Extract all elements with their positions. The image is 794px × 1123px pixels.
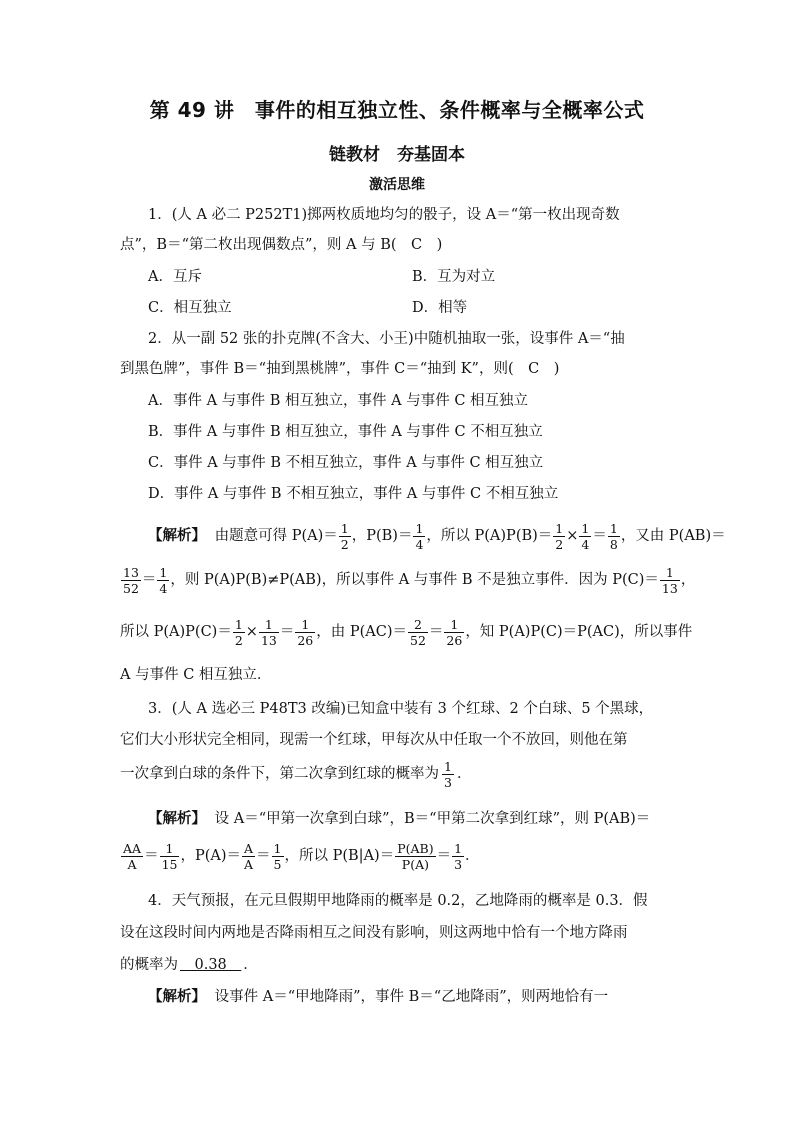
q1-line2: 点”，B＝“第二枚出现偶数点”，则 A 与 B( C ) bbox=[120, 237, 443, 253]
q1-option-a: A．互斥 bbox=[148, 269, 202, 285]
fraction: $\frac{AA}{A}$ bbox=[123, 840, 142, 872]
analysis-tag: 【解析】 bbox=[148, 528, 206, 544]
subsection-heading: 激活思维 bbox=[369, 177, 425, 193]
q1-option-c: C．相互独立 bbox=[148, 300, 232, 316]
section-heading: 链教材 夯基固本 bbox=[329, 145, 465, 165]
fraction: $\frac{P(AB)}{P(A)}$ bbox=[397, 840, 434, 872]
fraction: $\frac{2}{52}$ bbox=[410, 616, 426, 648]
q2-option-d: D．事件 A 与事件 B 不相互独立，事件 A 与事件 C 不相互独立 bbox=[148, 486, 559, 502]
q2-analysis-line2: $\frac{13}{52}$ ＝ $\frac{1}{4}$ ，则 P(A)P(B)≠P(AB)，所以事件 A 与事件 B 不是独立事件．因为 P(C)＝ $\frac{1}{13}$ ， bbox=[123, 564, 696, 596]
fraction: $\frac{1}{4}$ bbox=[581, 520, 590, 552]
q4-line2: 设在这段时间内两地是否降雨相互之间没有影响，则这两地中恰有一个地方降雨 bbox=[120, 925, 628, 941]
q2-option-c: C．事件 A 与事件 B 不相互独立，事件 A 与事件 C 相互独立 bbox=[148, 455, 544, 471]
q4-analysis-line1: 【解析】 设事件 A＝“甲地降雨”，事件 B＝“乙地降雨”，则两地恰有一 bbox=[148, 989, 609, 1005]
fraction: $\frac{1}{4}$ bbox=[415, 520, 424, 552]
q2-line2: 到黑色牌”，事件 B＝“抽到黑桃牌”，事件 C＝“抽到 K”，则( C ) bbox=[120, 361, 560, 377]
q1-line1: 1．(人 A 必二 P252T1)掷两枚质地均匀的骰子，设 A＝“第一枚出现奇数 bbox=[148, 207, 620, 223]
q2-analysis-line4: A 与事件 C 相互独立． bbox=[120, 667, 272, 683]
fraction: $\frac{1}{3}$ bbox=[454, 840, 463, 872]
q2-analysis-line3: 所以 P(A)P(C)＝ $\frac{1}{2}$ × $\frac{1}{13}$ ＝ $\frac{1}{26}$ ，由 P(AC)＝ $\frac{2}{52}$ ＝ $\frac{1}{26}$ ，知 P(A)P(C)＝P(AC)，所以事件 bbox=[120, 616, 693, 648]
answer-blank: $\frac{1}{3}$ bbox=[444, 758, 452, 790]
fraction: $\frac{1}{15}$ bbox=[161, 840, 178, 872]
fraction: $\frac{A}{A}$ bbox=[244, 840, 254, 872]
fraction: $\frac{1}{5}$ bbox=[273, 840, 282, 872]
q3-line3: 一次拿到白球的条件下，第二次拿到红球的概率为 $\frac{1}{3}$ ． bbox=[120, 758, 472, 790]
fraction: $\frac{1}{2}$ bbox=[234, 616, 243, 648]
fraction: $\frac{1}{8}$ bbox=[609, 520, 618, 552]
q2-option-b: B．事件 A 与事件 B 相互独立，事件 A 与事件 C 不相互独立 bbox=[148, 424, 543, 440]
q1-option-b: B．互为对立 bbox=[412, 269, 496, 285]
fraction: $\frac{13}{52}$ bbox=[123, 564, 139, 596]
q3-line2: 它们大小形状完全相同，现需一个红球，甲每次从中任取一个不放回，则他在第 bbox=[120, 732, 628, 748]
q3-analysis-line1: 【解析】 设 A＝“甲第一次拿到白球”，B＝“甲第二次拿到红球”，则 P(AB)＝ bbox=[148, 811, 651, 827]
fraction: $\frac{1}{2}$ bbox=[555, 520, 564, 552]
fraction: $\frac{1}{26}$ bbox=[446, 616, 463, 648]
fraction: $\frac{1}{26}$ bbox=[297, 616, 314, 648]
q4-line3: 的概率为 0.38 ． bbox=[120, 957, 258, 973]
fraction: $\frac{1}{4}$ bbox=[159, 564, 168, 596]
q3-analysis-line2: $\frac{AA}{A}$ ＝ $\frac{1}{15}$ ，P(A)＝ $\frac{A}{A}$ ＝ $\frac{1}{5}$ ，所以 P(B|A)＝ $\frac{P(AB)}{P(A)}$ ＝ $\frac{1}{3}$ ． bbox=[123, 840, 480, 872]
fraction: $\frac{1}{13}$ bbox=[661, 564, 678, 596]
fraction: $\frac{1}{2}$ bbox=[340, 520, 349, 552]
q3-line1: 3．(人 A 选必三 P48T3 改编)已知盒中装有 3 个红球、2 个白球、5 个黑球， bbox=[148, 701, 654, 717]
analysis-tag: 【解析】 bbox=[148, 989, 206, 1005]
answer-blank: 0.38 bbox=[180, 957, 242, 973]
q1-option-d: D．相等 bbox=[412, 300, 468, 316]
q2-option-a: A．事件 A 与事件 B 相互独立，事件 A 与事件 C 相互独立 bbox=[148, 393, 529, 409]
analysis-tag: 【解析】 bbox=[148, 811, 206, 827]
lesson-title: 第 49 讲 事件的相互独立性、条件概率与全概率公式 bbox=[149, 98, 645, 122]
fraction: $\frac{1}{13}$ bbox=[260, 616, 277, 648]
q2-line1: 2．从一副 52 张的扑克牌(不含大、小王)中随机抽取一张，设事件 A＝“抽 bbox=[148, 331, 625, 347]
q4-line1: 4．天气预报，在元旦假期甲地降雨的概率是 0.2，乙地降雨的概率是 0.3．假 bbox=[148, 893, 648, 909]
q2-analysis-line1: 【解析】 由题意可得 P(A)＝ $\frac{1}{2}$ ，P(B)＝ $\frac{1}{4}$ ，所以 P(A)P(B)＝ $\frac{1}{2}$ × $\frac{1}{4}$ ＝ $\frac{1}{8}$ ，又由 P(AB)＝ bbox=[148, 520, 726, 552]
